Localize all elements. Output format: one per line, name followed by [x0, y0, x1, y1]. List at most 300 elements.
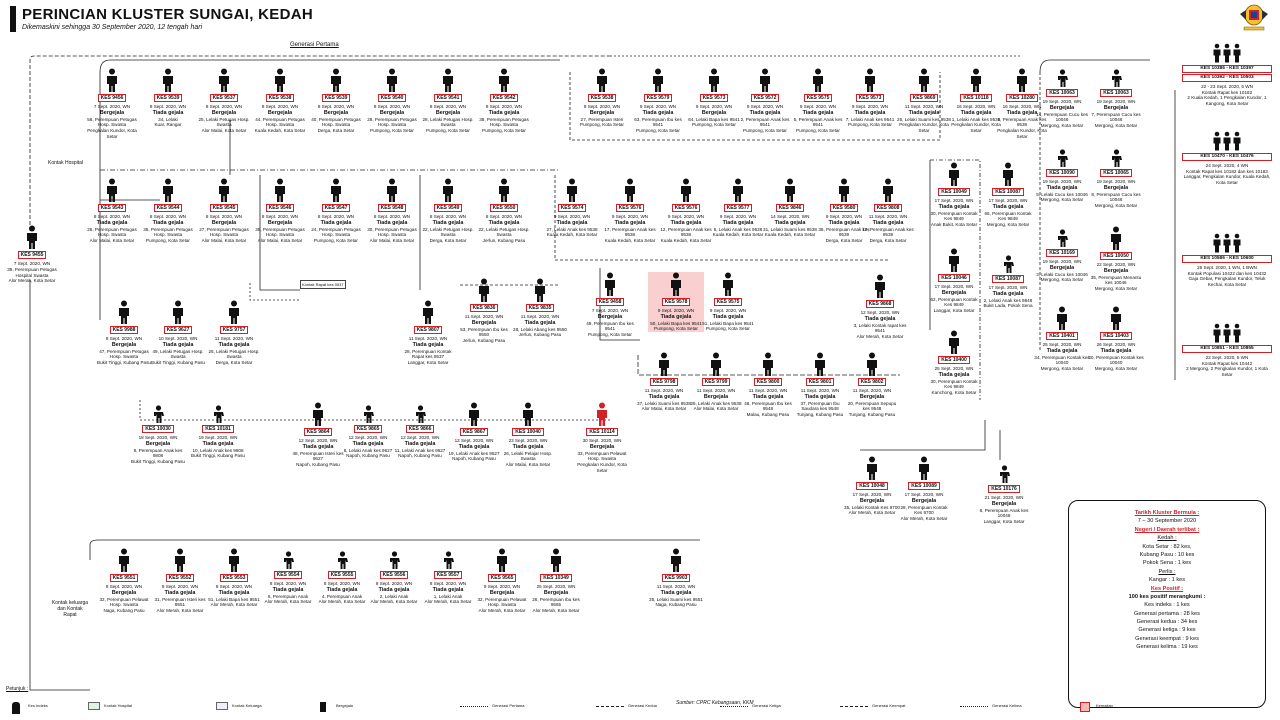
case-node[interactable] — [926, 162, 982, 228]
case-node[interactable] — [1034, 146, 1090, 203]
person-icon — [105, 68, 119, 92]
case-status: Tiada gejala — [854, 109, 886, 116]
case-node[interactable] — [648, 548, 704, 608]
case-desc: 66, Perempuan Kontak Kes 9849 — [984, 210, 1032, 222]
label-kontak-hospital: Kontak Hospital — [48, 160, 84, 166]
case-desc: 8, Perempuan Anak kes 9808 — [133, 447, 183, 459]
legend-label: Kontak Keluarga — [232, 703, 262, 708]
case-kes: KES 9808 — [874, 204, 903, 212]
case-kes: KES 9553 — [220, 574, 249, 582]
case-node[interactable] — [140, 178, 196, 244]
case-node[interactable] — [1088, 146, 1144, 209]
child-icon — [1111, 69, 1122, 87]
case-desc: 11, Lelaki Anak kes 9627 — [394, 447, 446, 453]
case-node[interactable] — [196, 68, 252, 134]
case-loc: Tunjang, Kubang Pasu — [796, 412, 844, 418]
case-kes: KES 9573 — [700, 94, 729, 102]
case-kes: KES 9539 — [322, 94, 351, 102]
case-desc: 49, Perempuan Ibu kes 9541 — [586, 320, 634, 332]
case-status: Bergejala — [941, 289, 967, 296]
child-icon — [1003, 255, 1014, 273]
person-icon — [161, 178, 175, 202]
case-desc: 26, Lelaki Suami kes 9538 — [897, 116, 951, 122]
perlis-line: Kangar : 1 kes — [1148, 577, 1186, 584]
case-date: 8 Sept. 2020, WN — [429, 581, 467, 587]
case-desc: 38, Perempuan Anak kes 9539 — [818, 226, 870, 238]
case-kes: KES 10063 — [1046, 89, 1078, 97]
case-desc: 35, Lelaki Suami kes 9551 — [649, 596, 703, 602]
case-status: Tiada gejala — [1006, 109, 1038, 116]
case-node[interactable] — [648, 272, 704, 332]
case-loc: Alor Malai, Kota Setar — [257, 238, 303, 244]
case-kes: KES 10851 - KES 10855 — [1182, 345, 1272, 353]
case-desc: 6, Perempuan Anak — [267, 593, 309, 599]
case-kes: KES 9802 — [858, 378, 887, 386]
person-icon — [947, 162, 961, 186]
case-kes: KES 9549 — [434, 204, 463, 212]
case-node[interactable] — [1182, 130, 1272, 186]
case-status: Tiada gejala — [164, 589, 196, 596]
case-node[interactable] — [844, 352, 900, 418]
case-date: 8 Sept. 2020, WN — [205, 104, 243, 110]
person-icon — [497, 178, 511, 202]
case-desc: 7, Lelaki Anak kes 9541 — [845, 116, 895, 122]
case-status: Bergejala — [703, 393, 729, 400]
case-kes: KES 10089 — [908, 482, 940, 490]
case-status: Bergejala — [489, 589, 515, 596]
case-date: 11 Sept. 2020, WN — [800, 388, 840, 394]
case-loc: Alor Merah, Kota Setar — [478, 608, 526, 614]
case-status: Tiada gejala — [488, 109, 520, 116]
case-node[interactable] — [860, 178, 916, 244]
case-node[interactable] — [474, 548, 530, 614]
case-node[interactable] — [446, 402, 502, 462]
case-status: Tiada gejala — [352, 440, 384, 447]
case-loc: Napoh, Kubang Pasu — [296, 462, 340, 468]
case-node[interactable] — [364, 178, 420, 244]
case-date: 9 Sept. 2020, WN — [709, 308, 747, 314]
case-node[interactable] — [737, 68, 793, 134]
case-status: Tiada gejala — [218, 341, 250, 348]
case-node[interactable] — [686, 68, 742, 128]
legend-title: Petunjuk : — [6, 686, 29, 692]
person-icon — [679, 178, 693, 202]
case-node[interactable] — [980, 252, 1036, 309]
case-node[interactable] — [630, 68, 686, 134]
case-node[interactable] — [1034, 66, 1090, 129]
case-loc: Bukit Tinggi, Kubang Pasu — [151, 360, 205, 366]
case-loc: Pumpong, Kota Setar — [370, 128, 414, 134]
case-node[interactable] — [84, 68, 140, 140]
case-date: 8 Sept. 2020, WN — [149, 214, 187, 220]
case-desc: 62, Perempuan Kontak Kes 9849 — [930, 296, 978, 308]
case-loc: Jerlun, Kubang Pasu — [462, 338, 506, 344]
case-node[interactable] — [420, 548, 476, 605]
person-icon — [521, 402, 535, 426]
case-kes: KES 9800 — [754, 378, 783, 386]
person-icon — [837, 178, 851, 202]
case-node[interactable] — [84, 178, 140, 244]
person-icon — [651, 68, 665, 92]
case-node[interactable] — [366, 548, 422, 605]
case-node[interactable] — [842, 68, 898, 128]
case-desc: 6, Lelaki Anak kes 9538 — [713, 226, 763, 232]
case-loc: Kanchong, Kota Setar — [931, 390, 977, 396]
case-desc: 30, Perempuan Petugas Hosp. Swasta — [367, 226, 417, 238]
case-date: 9 Sept. 2020, WN — [825, 214, 863, 220]
case-kes: KES 9557 — [434, 571, 463, 579]
person-icon — [549, 548, 563, 572]
child-icon — [389, 551, 400, 569]
case-date: 25 Sept. 2020, WN — [1042, 342, 1082, 348]
case-status: Tiada gejala — [432, 586, 464, 593]
case-status: Tiada gejala — [938, 203, 970, 210]
case-kes: KES 9548 — [378, 204, 407, 212]
case-date: 12 Sept. 2020, WN — [400, 435, 440, 441]
case-status: Tiada gejala — [1100, 347, 1132, 354]
case-desc: 34, Perempuan Kontak kes 10040 — [1034, 354, 1090, 366]
case-desc: 22, Lelaki Petugas Hosp. Swasta — [478, 226, 530, 238]
case-node[interactable] — [400, 300, 456, 366]
case-kes: KES 10030 — [142, 425, 174, 433]
case-desc: 4, Perempuan Anak — [321, 593, 363, 599]
person-icon — [329, 178, 343, 202]
case-node[interactable] — [1182, 232, 1272, 288]
person-icon — [1109, 226, 1123, 250]
case-kes: KES 9798 — [650, 378, 679, 386]
person-icon — [669, 272, 683, 296]
case-node[interactable] — [582, 272, 638, 338]
person-icon — [811, 68, 825, 92]
case-status: Bergejala — [911, 497, 937, 504]
case-date: 8 Sept. 2020, WN — [149, 104, 187, 110]
case-desc: 36, Perempuan Petugas Hosp. Swasta — [143, 226, 193, 238]
kedah-heading: Kedah : — [1157, 535, 1177, 542]
case-kes: KES 10046 — [938, 274, 970, 282]
kedah-line: Pokok Sena : 1 kes — [1142, 560, 1192, 567]
case-desc: 2, Perempuan Anak kes 9541 — [740, 116, 790, 128]
case-node[interactable] — [340, 402, 396, 459]
legend-swatch — [1080, 702, 1090, 712]
case-node[interactable] — [544, 178, 600, 238]
case-desc: 1, Lelaki Anak kes 9538 — [951, 116, 1001, 122]
case-loc: Derga, Kota Setar — [869, 238, 907, 244]
case-status: Tiada gejala — [642, 109, 674, 116]
case-loc: Alor Malai, Kota Setar — [641, 406, 687, 412]
case-node[interactable] — [636, 352, 692, 412]
case-node[interactable] — [206, 300, 262, 366]
case-kes: KES 9580 — [830, 204, 859, 212]
case-loc: Derga, Kota Setar — [429, 238, 467, 244]
case-node[interactable] — [1088, 306, 1144, 372]
case-node[interactable] — [926, 248, 982, 314]
case-node[interactable] — [260, 548, 316, 605]
case-date: 8 Sept. 2020, WN — [323, 581, 361, 587]
case-desc: 10, Perempuan Anak kes 9539 — [862, 226, 914, 238]
case-kes: KES 9556 — [380, 571, 409, 579]
group-icon — [1212, 42, 1242, 64]
case-date: 17 Sept. 2020, WN — [934, 198, 974, 204]
case-status: Tiada gejala — [458, 443, 490, 450]
case-node[interactable] — [980, 162, 1036, 228]
case-status: Tiada gejala — [326, 586, 358, 593]
person-icon — [707, 68, 721, 92]
case-status: Bergejala — [859, 393, 885, 400]
person-icon — [273, 68, 287, 92]
case-desc: 20, Perempuan Sepupu kes 9548 — [847, 400, 897, 412]
case-date: 17 Sept. 2020, WN — [904, 492, 944, 498]
case-date: 9 Sept. 2020, WN — [483, 584, 521, 590]
case-node[interactable] — [1034, 306, 1090, 372]
case-node[interactable] — [762, 178, 818, 238]
case-kes: KES 9576 — [672, 204, 701, 212]
case-node[interactable] — [130, 402, 186, 465]
child-icon — [1057, 149, 1068, 167]
case-status: Tiada gejala — [614, 219, 646, 226]
case-status: Bergejala — [859, 497, 885, 504]
person-icon — [595, 68, 609, 92]
case-kes: KES 9552 — [166, 574, 195, 582]
case-node[interactable] — [1088, 66, 1144, 129]
breakdown-line: Generasi pertama : 28 kes — [1134, 610, 1200, 617]
case-desc: 14, Perempuan Cucu kes 10046 — [1036, 111, 1088, 123]
case-kes: KES 9551 — [110, 574, 139, 582]
case-status: Bergejala — [435, 109, 461, 116]
case-node[interactable] — [196, 178, 252, 244]
case-kes: KES 9546 — [266, 204, 295, 212]
case-date: 8 Sept. 2020, WN — [261, 104, 299, 110]
case-date: 9 Sept. 2020, WN — [667, 214, 705, 220]
case-node[interactable] — [574, 402, 630, 474]
case-node[interactable] — [512, 278, 568, 338]
case-node[interactable] — [96, 548, 152, 614]
person-icon — [595, 402, 609, 426]
case-node[interactable] — [1182, 42, 1272, 107]
case-status: Tiada gejala — [670, 219, 702, 226]
case-status: Bergejala — [323, 109, 349, 116]
case-status: Bergejala — [991, 500, 1017, 507]
case-kes: KES 10386 - KES 10397 — [1182, 65, 1272, 73]
case-node[interactable] — [96, 300, 152, 366]
case-desc: 5, Perempuan Anak kes 9541 — [793, 116, 843, 128]
case-loc: Malau, Kubang Pasu — [746, 412, 790, 418]
case-loc: Alor Merah, Kota Setar — [318, 599, 366, 605]
case-kes: KES 9801 — [806, 378, 835, 386]
case-status: Bergejala — [111, 589, 137, 596]
person-icon — [161, 68, 175, 92]
case-node[interactable] — [852, 274, 908, 340]
case-kes: KES 9458 — [596, 298, 625, 306]
case-status: Bergejala — [543, 589, 569, 596]
case-node[interactable] — [700, 272, 756, 332]
case-desc: 2, Lelaki Anak kes 9848 — [983, 297, 1033, 303]
case-loc: Pengkalan Kundor, Kota Setar — [87, 128, 137, 139]
case-desc: 8, Perempuan Anak kes 10048 — [979, 507, 1029, 519]
person-icon — [721, 272, 735, 296]
case-node[interactable] — [574, 68, 630, 128]
case-node[interactable] — [688, 352, 744, 412]
case-date: 11 Sept. 2020, WN — [656, 584, 696, 590]
case-status: Tiada gejala — [524, 319, 556, 326]
case-node[interactable] — [896, 456, 952, 522]
case-node[interactable] — [710, 178, 766, 238]
case-desc: 56, Perempuan Petugas Hosp. Swasta — [87, 116, 137, 128]
case-status: Bergejala — [267, 219, 293, 226]
case-desc: Kontak Rapat kes 10182 — [1201, 89, 1253, 95]
case-date: 11 Sept. 2020, WN — [644, 388, 684, 394]
case-date: 8 Sept. 2020, WN — [215, 584, 253, 590]
legend-label: Generasi Kelima — [992, 703, 1022, 708]
case-date: 24 Sept. 2020, 4 WN — [1205, 162, 1249, 168]
case-desc: 33, Perempuan Pelawat Hosp. Swasta — [577, 450, 627, 462]
case-loc: Alor Merah, Kota Setar — [532, 608, 580, 614]
case-status: Bergejala — [1049, 104, 1075, 111]
case-desc: 27, Lelaki Anak kes 9538 — [546, 226, 598, 232]
case-status: Tiada gejala — [96, 219, 128, 226]
case-loc: Gaja Gebar, Pengkalan Kundor, Teluk Kechai, Kota Setar — [1188, 276, 1266, 288]
person-icon — [813, 352, 827, 376]
case-kes: KES 10400 — [938, 356, 970, 364]
case-date: 12 Sept. 2020, WN — [454, 438, 494, 444]
case-node[interactable] — [602, 178, 658, 244]
case-desc: 3, Lelaki Cucu kes 10046 — [1036, 271, 1088, 277]
case-desc: 48, Perempuan Isteri kes 9627 — [292, 450, 344, 462]
person-icon — [731, 178, 745, 202]
case-kes: KES 10065 — [1100, 169, 1132, 177]
case-node[interactable] — [456, 278, 512, 344]
index-case-node[interactable] — [4, 225, 60, 284]
case-status: Bergejala — [111, 341, 137, 348]
case-node[interactable] — [150, 300, 206, 366]
case-desc: 35, Lelaki Kontak Kes 9700 — [844, 504, 900, 510]
case-date: 30 Sept. 2020, WN — [582, 438, 622, 444]
case-desc: 24, Perempuan Petugas Hosp. Swasta — [311, 226, 361, 238]
case-date: 17 Sept. 2020, WN — [988, 285, 1028, 291]
case-node[interactable] — [252, 178, 308, 244]
case-node[interactable] — [290, 402, 346, 468]
case-node[interactable] — [420, 68, 476, 134]
case-status: Tiada gejala — [152, 109, 184, 116]
case-date: 25 Sept. 2020, WN — [934, 366, 974, 372]
group-icon — [1212, 232, 1242, 254]
case-date: 11 Sept. 2020, WN — [868, 214, 908, 220]
case-node[interactable] — [190, 402, 246, 459]
case-status: Tiada gejala — [992, 290, 1024, 297]
case-node[interactable] — [658, 178, 714, 244]
person-icon — [441, 178, 455, 202]
case-node[interactable] — [252, 68, 308, 134]
case-loc: Alor Merah, Kota Setar — [848, 510, 896, 516]
case-node[interactable] — [528, 548, 584, 614]
case-node[interactable] — [152, 548, 208, 614]
case-loc: Kuala Kedah, Kota Setar — [254, 128, 306, 134]
child-icon — [999, 465, 1010, 483]
person-icon — [969, 68, 983, 92]
case-desc: 49, Lelaki Petugas Hosp. Swasta — [152, 348, 204, 360]
case-kes: KES 9864 — [304, 428, 333, 436]
case-desc: 10, Lelaki Anak kes 9808 — [192, 447, 244, 453]
case-node[interactable] — [308, 178, 364, 244]
case-node[interactable] — [420, 178, 476, 244]
case-kes: KES 10063 — [1100, 89, 1132, 97]
case-loc: Pumpong, Kota Setar — [482, 128, 526, 134]
case-loc: Jerlun, Kubang Pasu — [482, 238, 526, 244]
case-node[interactable] — [740, 352, 796, 418]
case-date: 10 Sept. 2020, WN — [158, 336, 198, 342]
case-loc: Bukit Tinggi, Kubang Pasu — [191, 453, 245, 459]
case-node[interactable] — [476, 68, 532, 134]
case-desc: 47, Perempuan Petugas Hosp. Swasta — [99, 348, 149, 360]
child-icon — [1057, 229, 1068, 247]
case-loc: Derga, Kota Setar — [317, 128, 355, 134]
child-icon — [1111, 149, 1122, 167]
case-kes: KES 9542 — [490, 94, 519, 102]
case-date: 9 Sept. 2020, WN — [611, 214, 649, 220]
legend-label: Generasi Pertama — [492, 703, 525, 708]
case-date: 16 Sept. 2020, WN — [956, 104, 996, 110]
case-node[interactable] — [392, 402, 448, 459]
case-status: Tiada gejala — [752, 393, 784, 400]
case-kes: KES 10048 — [856, 482, 888, 490]
case-loc: Alor Merah, Kota Setar — [370, 599, 418, 605]
case-date: 8 Sept. 2020, WN — [317, 104, 355, 110]
child-icon — [337, 551, 348, 569]
case-kes: KES 9988 — [110, 326, 139, 334]
case-node[interactable] — [790, 68, 846, 134]
case-kes: KES 9574 — [558, 204, 587, 212]
case-node[interactable] — [792, 352, 848, 418]
case-node[interactable] — [308, 68, 364, 134]
case-kes: KES 10176 — [988, 485, 1020, 493]
case-date: 7 Sept. 2020, WN — [13, 261, 51, 267]
case-node[interactable] — [206, 548, 262, 608]
case-node[interactable] — [844, 456, 900, 516]
case-status: Tiada gejala — [660, 589, 692, 596]
case-date: 9 Sept. 2020, WN — [799, 104, 837, 110]
case-date: 14 Sept. 2020, WN — [770, 214, 810, 220]
case-node[interactable] — [476, 178, 532, 244]
case-date: 18 Sept. 2020, WN — [138, 435, 178, 441]
generation-label: Generasi Pertama — [290, 42, 339, 48]
group-icon — [1212, 322, 1242, 344]
case-date: 11 Sept. 2020, WN — [520, 314, 560, 320]
case-kes: KES 9835 — [526, 304, 555, 312]
case-desc: 8, Perempuan Cucu kes 10046 — [1091, 191, 1141, 203]
case-status: Tiada gejala — [1046, 184, 1078, 191]
case-node[interactable] — [500, 402, 556, 468]
case-status: Tiada gejala — [992, 203, 1024, 210]
case-loc: Anak Bukit, Kota Setar — [930, 222, 978, 228]
case-status: Tiada gejala — [512, 443, 544, 450]
person-icon — [105, 178, 119, 202]
case-node[interactable] — [1088, 226, 1144, 292]
case-node[interactable] — [896, 68, 952, 134]
case-loc: Napoh, Kubang Pasu — [398, 453, 442, 459]
case-node[interactable] — [926, 330, 982, 396]
case-node[interactable] — [976, 462, 1032, 525]
case-loc: Bukit Tinggi, Kubang Pasu — [131, 459, 185, 465]
case-node[interactable] — [140, 68, 196, 128]
case-status: Tiada gejala — [488, 219, 520, 226]
legend-label: Kontak Hospital — [104, 703, 133, 708]
case-desc: 34, Lelaki — [158, 116, 178, 122]
case-node[interactable] — [1182, 322, 1272, 378]
case-node[interactable] — [314, 548, 370, 605]
case-node[interactable] — [364, 68, 420, 134]
case-kes: KES 10114 — [586, 428, 617, 436]
case-node[interactable] — [1034, 226, 1090, 283]
case-date: 9 Sept. 2020, WN — [639, 104, 677, 110]
